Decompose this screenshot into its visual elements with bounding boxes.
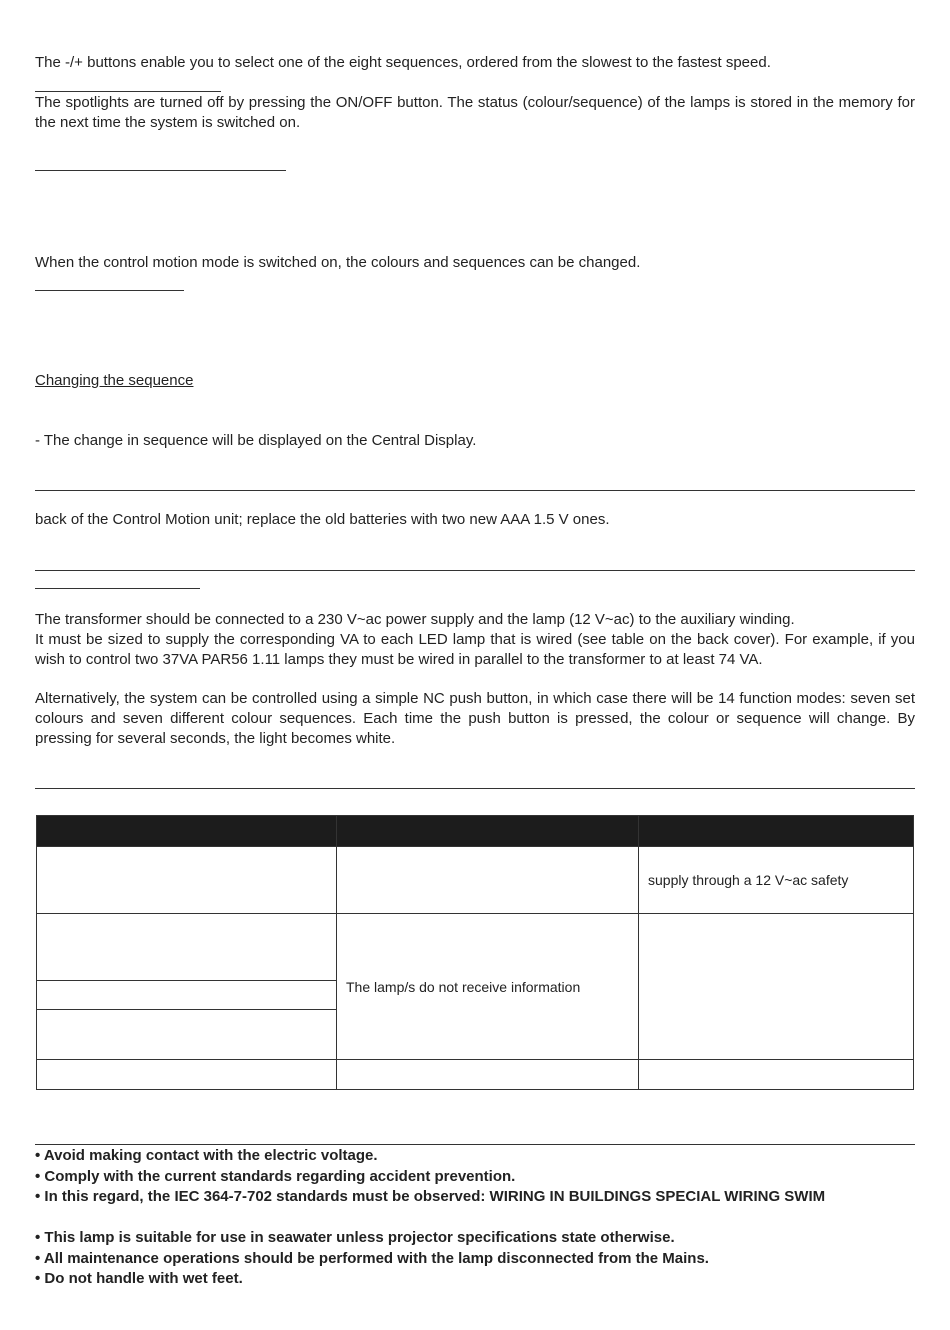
safety-item: • All maintenance operations should be performed with the lamp disconnected from the Mains. — [35, 1249, 709, 1267]
batteries-text: back of the Control Motion unit; replace the old batteries with two new AAA 1.5 V ones. — [35, 511, 610, 528]
table-row — [37, 914, 914, 981]
section-rule — [35, 290, 184, 291]
safety-list — [35, 1146, 935, 1208]
table-cell — [639, 914, 914, 1060]
sequence-buttons-text: The -/+ buttons enable you to select one of the eight sequences, ordered from the slowest to the fastest speed. — [35, 54, 771, 71]
section-rule — [35, 588, 200, 589]
table-header-cell — [337, 816, 639, 847]
transformer-text: The transformer should be connected to a 230 V~ac power supply and the lamp (12 V~ac) to the auxiliary winding. — [35, 611, 795, 628]
section-rule — [35, 788, 915, 789]
table-header-cell — [37, 816, 337, 847]
table-cell — [337, 1060, 639, 1090]
sequence-display-text: - The change in sequence will be displayed on the Central Display. — [35, 432, 477, 449]
changing-sequence-heading: Changing the sequence — [35, 372, 194, 389]
transformer-sizing-text: It must be sized to supply the corresponding VA to each LED lamp that is wired (see table on the back cover). For example, if you wish to control two 37VA PAR56 1.11 lamps they must be wired in parallel to the transformer to at least 74 VA. — [35, 631, 915, 668]
table-cell-cause: The lamp/s do not receive information — [337, 914, 639, 1060]
table-cell — [37, 847, 337, 914]
spotlights-off-text: The spotlights are turned off by pressing the ON/OFF button. The status (colour/sequence) of the lamps is stored in the memory for the next time the system is switched on. — [35, 94, 915, 131]
table-header-cell — [639, 816, 914, 847]
table-cell — [639, 1060, 914, 1090]
safety-item: • In this regard, the IEC 364-7-702 standards must be observed: WIRING IN BUILDINGS SPECIAL WIRING SWIM — [35, 1188, 826, 1205]
table-cell — [337, 847, 639, 914]
table-row — [37, 1060, 914, 1090]
section-rule — [35, 490, 915, 491]
safety-item: • This lamp is suitable for use in seawater unless projector specifications state otherwise. — [35, 1229, 675, 1246]
safety-item: • Do not handle with wet feet. — [35, 1270, 243, 1287]
table-header-row — [37, 816, 914, 847]
safety-item: • Comply with the current standards regarding accident prevention. — [35, 1167, 516, 1185]
safety-list — [35, 1228, 935, 1290]
section-rule — [35, 170, 286, 171]
section-rule — [35, 91, 221, 92]
control-motion-mode-text: When the control motion mode is switched on, the colours and sequences can be changed. — [35, 254, 641, 271]
push-button-text: Alternatively, the system can be controlled using a simple NC push button, in which case there will be 14 function modes: seven set colours and seven different colour sequences. Each time the push button is pressed, the colour or sequence will change. By pressing for several seconds, the light becomes white. — [35, 690, 915, 747]
table-cell — [37, 1060, 337, 1090]
table-cell-solution: supply through a 12 V~ac safety — [639, 847, 914, 914]
safety-item: • Avoid making contact with the electric voltage. — [35, 1147, 378, 1164]
table-cell — [37, 914, 337, 981]
section-rule — [35, 1144, 915, 1145]
section-rule — [35, 570, 915, 571]
troubleshooting-table — [36, 815, 914, 1090]
table-cell — [37, 981, 337, 1010]
table-row — [37, 847, 914, 914]
table-cell — [37, 1010, 337, 1060]
